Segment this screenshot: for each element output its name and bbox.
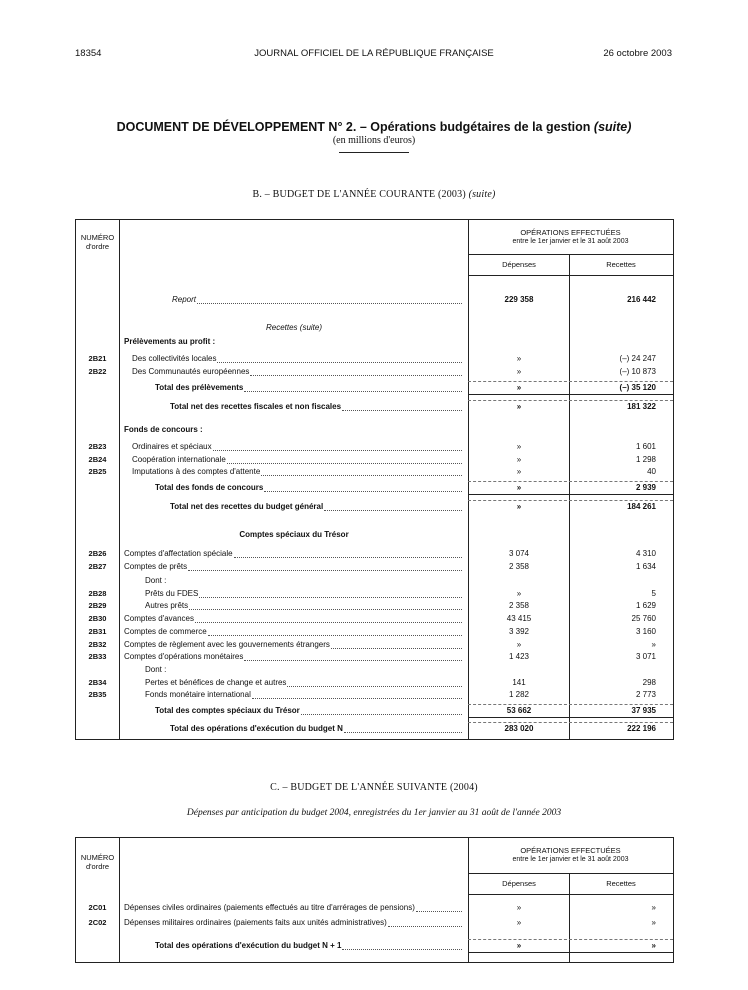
row-depenses: 283 020 [504, 724, 534, 733]
row-depenses: » [516, 467, 522, 476]
row-depenses: 3 074 [508, 549, 530, 558]
subtotal-rule [468, 381, 673, 382]
section-c-col-depenses: Dépenses [502, 879, 536, 888]
leader-dots [208, 635, 462, 636]
row-number: 2B27 [88, 562, 107, 571]
row-label: Des collectivités locales [132, 354, 217, 363]
row-label: Report [172, 295, 197, 304]
row-recettes: 184 261 [627, 502, 656, 511]
subtotal-rule [468, 939, 673, 940]
row-recettes: 1 601 [635, 442, 656, 451]
section-b-col-recettes: Recettes [606, 260, 636, 269]
row-label: Comptes d'affectation spéciale [124, 549, 233, 558]
row-recettes: (–) 10 873 [619, 367, 656, 376]
total-rule [468, 717, 673, 718]
row-recettes: » [651, 640, 656, 649]
total-rule [468, 494, 673, 495]
leader-dots [213, 450, 462, 451]
row-depenses: » [516, 918, 522, 927]
row-depenses: » [516, 941, 522, 950]
leader-dots [195, 622, 462, 623]
row-recettes: 3 071 [635, 652, 656, 661]
section-c-subtitle: Dépenses par anticipation du budget 2004, enregistrées du 1er janvier au 31 août de l'année 2003 [186, 808, 562, 818]
row-label: Ordinaires et spéciaux [132, 442, 212, 451]
section-b-head-divider [468, 254, 673, 255]
row-label: Prélèvements au profit : [124, 337, 216, 346]
leader-dots [342, 410, 462, 411]
row-label: Des Communautés européennes [132, 367, 250, 376]
row-label: Total des comptes spéciaux du Trésor [155, 706, 300, 715]
subtotal-rule [468, 722, 673, 723]
leader-dots [189, 609, 462, 610]
row-label: Fonds de concours : [124, 425, 203, 434]
leader-dots [250, 375, 462, 376]
row-recettes: 5 [651, 589, 656, 598]
row-number: 2B31 [88, 627, 107, 636]
row-label: Dont : [145, 665, 167, 674]
leader-dots [234, 557, 462, 558]
row-number: 2B28 [88, 589, 107, 598]
row-depenses: » [516, 442, 522, 451]
journal-title: JOURNAL OFFICIEL DE LA RÉPUBLIQUE FRANÇAISE [254, 48, 494, 59]
section-c-col-recettes: Recettes [606, 879, 636, 888]
row-label: Total net des recettes du budget général [170, 502, 324, 511]
row-label: Comptes d'avances [124, 614, 195, 623]
leader-dots [227, 463, 462, 464]
row-depenses: » [516, 367, 522, 376]
leader-dots [331, 648, 462, 649]
leader-dots [244, 391, 462, 392]
row-depenses: » [516, 903, 522, 912]
row-label: Total des fonds de concours [155, 483, 264, 492]
leader-dots [287, 686, 462, 687]
row-depenses: 2 358 [508, 601, 530, 610]
row-recettes: 2 939 [635, 483, 656, 492]
page-number: 18354 [75, 48, 102, 59]
section-c-col-numero [76, 853, 119, 871]
section-b-col-ops-line2: entre le 1er janvier et le 31 août 2003 [512, 238, 629, 245]
leader-dots [301, 714, 462, 715]
row-number: 2B32 [88, 640, 107, 649]
document-title-main: DOCUMENT DE DÉVELOPPEMENT N° 2. – Opérations budgétaires de la gestion [116, 120, 591, 134]
leader-dots [199, 597, 462, 598]
row-depenses: 3 392 [508, 627, 530, 636]
issue-date: 26 octobre 2003 [603, 48, 672, 59]
row-recettes: 216 442 [627, 295, 656, 304]
row-recettes: (–) 24 247 [619, 354, 656, 363]
row-depenses: » [516, 354, 522, 363]
row-depenses: 2 358 [508, 562, 530, 571]
document-title-suffix: (suite) [593, 120, 632, 134]
row-depenses: 229 358 [504, 295, 534, 304]
row-depenses: » [516, 589, 522, 598]
row-label: Dépenses civiles ordinaires (paiements effectués au titre d'arrérages de pensions) [124, 903, 415, 912]
section-c-col-numero-line1: NUMÉRO [80, 853, 115, 862]
row-label: Comptes d'opérations monétaires [124, 652, 244, 661]
leader-dots [188, 570, 462, 571]
row-recettes: » [651, 918, 656, 927]
row-number: 2B23 [88, 442, 107, 451]
row-number: 2C01 [88, 903, 107, 912]
subtotal-rule [468, 704, 673, 705]
row-number: 2C02 [88, 918, 107, 927]
row-label: Prêts du FDES [145, 589, 199, 598]
section-b-col-numero-line1: NUMÉRO [80, 233, 115, 242]
row-number: 2B26 [88, 549, 107, 558]
leader-dots [416, 911, 462, 912]
row-recettes: (–) 35 120 [619, 383, 656, 392]
section-b-col-divider-3 [569, 254, 570, 739]
row-label: Imputations à des comptes d'attente [132, 467, 261, 476]
row-depenses: » [516, 383, 522, 392]
section-c-col-numero-line2: d'ordre [85, 862, 110, 871]
leader-dots [324, 510, 462, 511]
title-divider [339, 152, 409, 153]
row-depenses: 141 [512, 678, 526, 687]
leader-dots [252, 698, 462, 699]
section-b-col-numero [76, 233, 119, 251]
row-number: 2B33 [88, 652, 107, 661]
row-depenses: » [516, 455, 522, 464]
row-recettes: » [651, 903, 656, 912]
row-label: Comptes de prêts [124, 562, 188, 571]
row-label: Total net des recettes fiscales et non fiscales [170, 402, 342, 411]
row-number: 2B25 [88, 467, 107, 476]
row-number: 2B21 [88, 354, 107, 363]
section-c-head-divider [468, 873, 673, 874]
row-label: Dépenses militaires ordinaires (paiements faits aux unités administratives) [124, 918, 387, 927]
section-b-col-numero-line2: d'ordre [85, 242, 110, 251]
row-depenses: » [516, 640, 522, 649]
row-number: 2B35 [88, 690, 107, 699]
row-recettes: 1 629 [635, 601, 656, 610]
section-c-col-divider-1 [119, 837, 120, 962]
row-recettes: 25 760 [631, 614, 656, 623]
row-number: 2B29 [88, 601, 107, 610]
row-label: Pertes et bénéfices de change et autres [145, 678, 287, 687]
row-recettes: » [651, 941, 656, 950]
row-recettes: 181 322 [627, 402, 656, 411]
row-depenses: 43 415 [506, 614, 532, 623]
row-label: Comptes de commerce [124, 627, 207, 636]
row-recettes: 4 310 [635, 549, 656, 558]
leader-dots [197, 303, 462, 304]
row-number: 2B24 [88, 455, 107, 464]
section-b-col-ops-line1: OPÉRATIONS EFFECTUÉES [520, 228, 621, 237]
row-label: Total des opérations d'exécution du budget N [170, 724, 343, 733]
row-label: Recettes (suite) [265, 323, 323, 332]
document-subtitle: (en millions d'euros) [332, 135, 416, 146]
row-depenses: » [516, 402, 522, 411]
subtotal-rule [468, 481, 673, 482]
subtotal-rule [468, 400, 673, 401]
row-label: Comptes spéciaux du Trésor [239, 530, 349, 539]
total-rule [468, 394, 673, 395]
row-recettes: 40 [647, 467, 656, 476]
leader-dots [217, 362, 462, 363]
section-c-col-ops [469, 846, 672, 864]
leader-dots [264, 491, 462, 492]
row-label: Comptes de règlement avec les gouvernements étrangers [124, 640, 330, 649]
row-label: Coopération internationale [132, 455, 226, 464]
row-recettes: 222 196 [627, 724, 656, 733]
row-depenses: 1 282 [508, 690, 530, 699]
row-number: 2B34 [88, 678, 107, 687]
row-recettes: 1 634 [635, 562, 656, 571]
row-label: Dont : [145, 576, 167, 585]
row-depenses: 1 423 [508, 652, 530, 661]
section-c-title: C. – BUDGET DE L'ANNÉE SUIVANTE (2004) [270, 782, 478, 793]
leader-dots [344, 732, 462, 733]
section-b-title [0, 189, 748, 200]
row-recettes: 298 [642, 678, 656, 687]
row-number: 2B30 [88, 614, 107, 623]
section-b-col-ops [469, 228, 672, 246]
row-depenses: 53 662 [506, 706, 532, 715]
document-title [0, 120, 748, 134]
leader-dots [342, 949, 462, 950]
row-depenses: » [516, 502, 522, 511]
row-label: Total des opérations d'exécution du budget N + 1 [155, 941, 342, 950]
row-recettes: 37 935 [631, 706, 656, 715]
section-b-title-text: B. – BUDGET DE L'ANNÉE COURANTE (2003) [252, 189, 466, 200]
row-number: 2B22 [88, 367, 107, 376]
section-c-col-ops-line1: OPÉRATIONS EFFECTUÉES [520, 846, 621, 855]
total-rule [468, 952, 673, 953]
section-b-title-suffix: (suite) [468, 189, 496, 200]
leader-dots [244, 660, 462, 661]
leader-dots [388, 926, 462, 927]
row-label: Fonds monétaire international [145, 690, 251, 699]
row-depenses: » [516, 483, 522, 492]
section-b-col-divider-1 [119, 219, 120, 739]
row-label: Autres prêts [145, 601, 189, 610]
row-recettes: 2 773 [635, 690, 656, 699]
row-label: Total des prélèvements [155, 383, 244, 392]
section-c-head-bottom [468, 894, 673, 895]
section-c-col-ops-line2: entre le 1er janvier et le 31 août 2003 [512, 856, 629, 863]
row-recettes: 1 298 [635, 455, 656, 464]
row-recettes: 3 160 [635, 627, 656, 636]
subtotal-rule [468, 500, 673, 501]
leader-dots [261, 475, 462, 476]
section-b-col-depenses: Dépenses [502, 260, 536, 269]
section-b-head-bottom [468, 275, 673, 276]
